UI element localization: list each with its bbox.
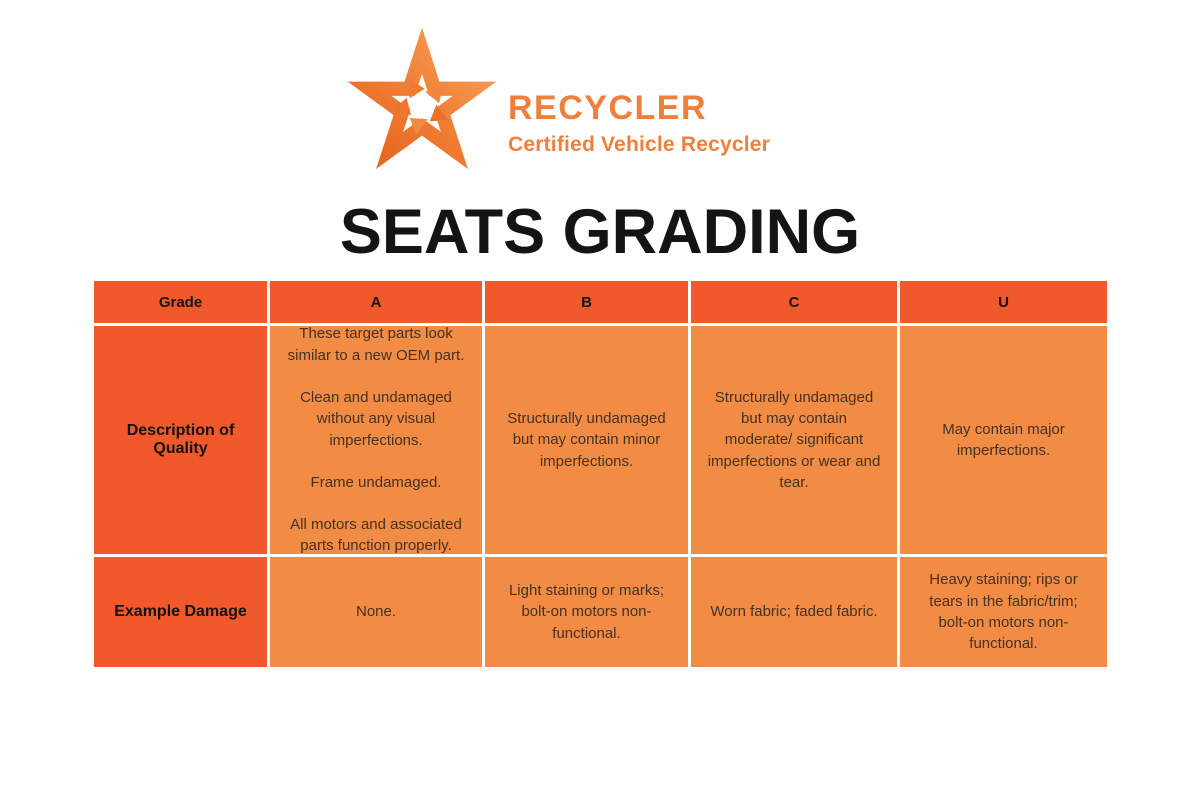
col-header-a: A (270, 281, 482, 323)
cell-description-grade-a (270, 326, 482, 554)
cell-example-grade-a (270, 557, 482, 667)
cell-paragraph: Structurally undamaged but may contain moderate/ significant imperfections or wear and tear. (707, 388, 881, 491)
cell-paragraph: Structurally undamaged but may contain minor imperfections. (507, 410, 666, 470)
row-label-example-damage: Example Damage (94, 557, 267, 667)
cell-paragraph: Worn fabric; faded fabric. (710, 603, 878, 621)
cell-description-grade-u (900, 326, 1107, 554)
cell-description-grade-b (485, 326, 688, 554)
col-header-u: U (900, 281, 1107, 323)
cell-paragraph: These target parts look similar to a new OEM part. (287, 325, 465, 364)
page-title: SEATS GRADING (339, 197, 861, 267)
cell-paragraph: All motors and associated parts function properly. (290, 516, 462, 555)
grading-table (94, 281, 1107, 667)
cell-paragraph: May contain major imperfections. (942, 420, 1065, 459)
cell-example-grade-c (691, 557, 897, 667)
cell-paragraph: Clean and undamaged without any visual imperfections. (300, 388, 452, 449)
logo-name: RECYCLER (508, 88, 708, 127)
logo (338, 26, 770, 183)
recycling-arrows-star-icon (338, 26, 506, 183)
cell-paragraph: Frame undamaged. (310, 473, 442, 491)
col-header-grade: Grade (94, 281, 267, 323)
cell-paragraph: Light staining or marks; bolt-on motors non-functional. (508, 582, 665, 642)
cell-example-grade-b (485, 557, 688, 667)
logo-tagline: Certified Vehicle Recycler (508, 132, 770, 156)
logo-text (508, 53, 770, 157)
row-label-description-of-quality: Description of Quality (94, 326, 267, 554)
cell-example-grade-u (900, 557, 1107, 667)
cell-description-grade-c (691, 326, 897, 554)
cell-paragraph: None. (355, 603, 397, 621)
col-header-b: B (485, 281, 688, 323)
cell-paragraph: Heavy staining; rips or tears in the fabric/trim; bolt-on motors non-functional. (929, 571, 1078, 653)
col-header-c: C (691, 281, 897, 323)
